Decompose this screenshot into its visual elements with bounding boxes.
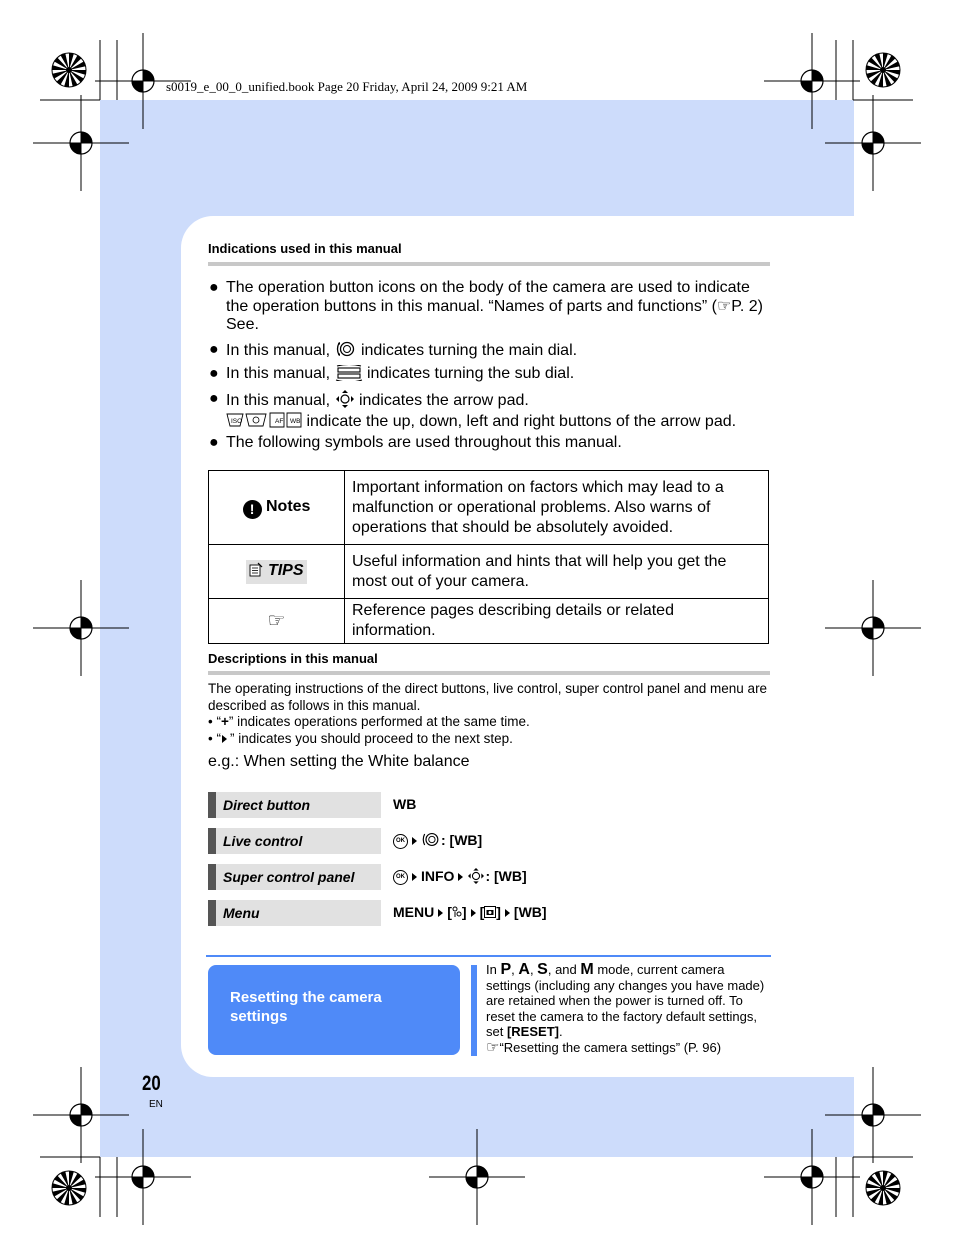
tips-description: Useful information and hints that will help you get the most out of your camera. [345,545,769,599]
tip-divider [206,955,771,957]
section-rule [208,262,770,266]
next-step-arrow-icon [438,909,443,917]
resetting-settings-text: In P, A, S, and M mode, current camera settings (including any changes you have made) are retained when the power is turned off. To reset the camera to the factory default settings, set [RESET]. ☞“Resetting the camera settings” (P. 96) [486,961,765,1056]
reference-description: Reference pages describing details or related information. [345,599,769,644]
reference-icon: ☞ [486,1038,500,1056]
next-step-arrow-icon [505,909,510,917]
tips-icon [249,562,263,583]
tip-sidebar [471,965,477,1056]
bullet-arrow-pad: ● In this manual, indicates the arrow pad. ISO AF WB indicate the up, down, left and right buttons of the arrow pad. [209,390,737,430]
table-row [209,545,769,599]
menu-button-label: MENU [393,904,435,920]
table-row [209,599,769,644]
svg-text:AF: AF [275,417,284,425]
info-button-label: INFO [421,868,455,884]
note-arrow: • “ ” indicates you should proceed to the next step. [208,731,513,746]
custom-menu-icon [452,904,462,920]
example-value-menu: MENU [ ] [ ] [WB] [393,904,547,920]
example-label-menu: Menu [208,900,381,926]
bullet-symbols: ● The following symbols are used throughout this manual. [209,434,622,451]
notes-description: Important information on factors which may lead to a malfunction or operational problems. Also warns of operations that should be absolutely avoided. [345,471,769,545]
reference-icon: ☞ [716,297,732,315]
resetting-settings-label: Resetting the camera settings [230,989,382,1025]
notes-icon: ! [243,500,262,519]
example-heading: e.g.: When setting the White balance [208,753,470,770]
svg-text:WB: WB [290,417,301,425]
sub-dial-icon [335,365,363,382]
wb-button-icon: WB [393,796,417,812]
section-rule [208,671,770,675]
arrow-buttons-icons [226,413,302,430]
descriptions-intro: The operating instructions of the direct buttons, live control, super control panel and menu are described as follows in this manual. [208,681,768,713]
arrow-pad-icon [335,392,355,409]
section-title-indications: Indications used in this manual [208,241,402,256]
next-step-arrow-icon [412,873,417,881]
bullet-operation-buttons: ● The operation button icons on the body of the camera are used to indicate the operation buttons in this manual. “Names of parts and functions” (☞P. 2) See. [209,279,764,333]
arrow-pad-icon [467,868,485,884]
note-plus: • “+” indicates operations performed at the same time. [208,714,530,729]
example-label-direct-button: Direct button [208,792,381,818]
example-label-live-control: Live control [208,828,381,854]
table-row [209,471,769,545]
bullet-main-dial: ● In this manual, indicates turning the main dial. [209,341,578,359]
print-header: s0019_e_00_0_unified.book Page 20 Friday, April 24, 2009 9:21 AM [166,79,528,94]
main-dial-icon [335,342,357,359]
page-number: 20 [142,1072,161,1095]
main-dial-icon [421,832,441,848]
camera-setting-icon [484,904,496,920]
resetting-settings-box [208,965,460,1055]
notes-label: Notes [266,497,311,515]
next-step-arrow-icon [222,735,227,743]
ok-button-icon: OK [393,834,408,849]
example-value-direct-button [393,796,416,812]
next-step-arrow-icon [412,837,417,845]
example-label-super-control-panel: Super control panel [208,864,381,890]
section-title-descriptions: Descriptions in this manual [208,651,378,666]
example-value-live-control: OK : [WB] [393,832,482,849]
example-value-super-control-panel: OK INFO : [WB] [393,868,527,885]
svg-text:ISO: ISO [231,417,243,425]
reference-icon: ☞ [267,610,286,632]
ok-button-icon: OK [393,870,408,885]
reset-reference: “Resetting the camera settings” (P. 96) [499,1039,722,1055]
bullet-sub-dial: ● In this manual, indicates turning the sub dial. [209,365,575,382]
tips-label: TIPS [267,561,304,579]
page-language: EN [149,1099,163,1110]
next-step-arrow-icon [458,873,463,881]
next-step-arrow-icon [471,909,476,917]
symbols-table [208,470,769,644]
